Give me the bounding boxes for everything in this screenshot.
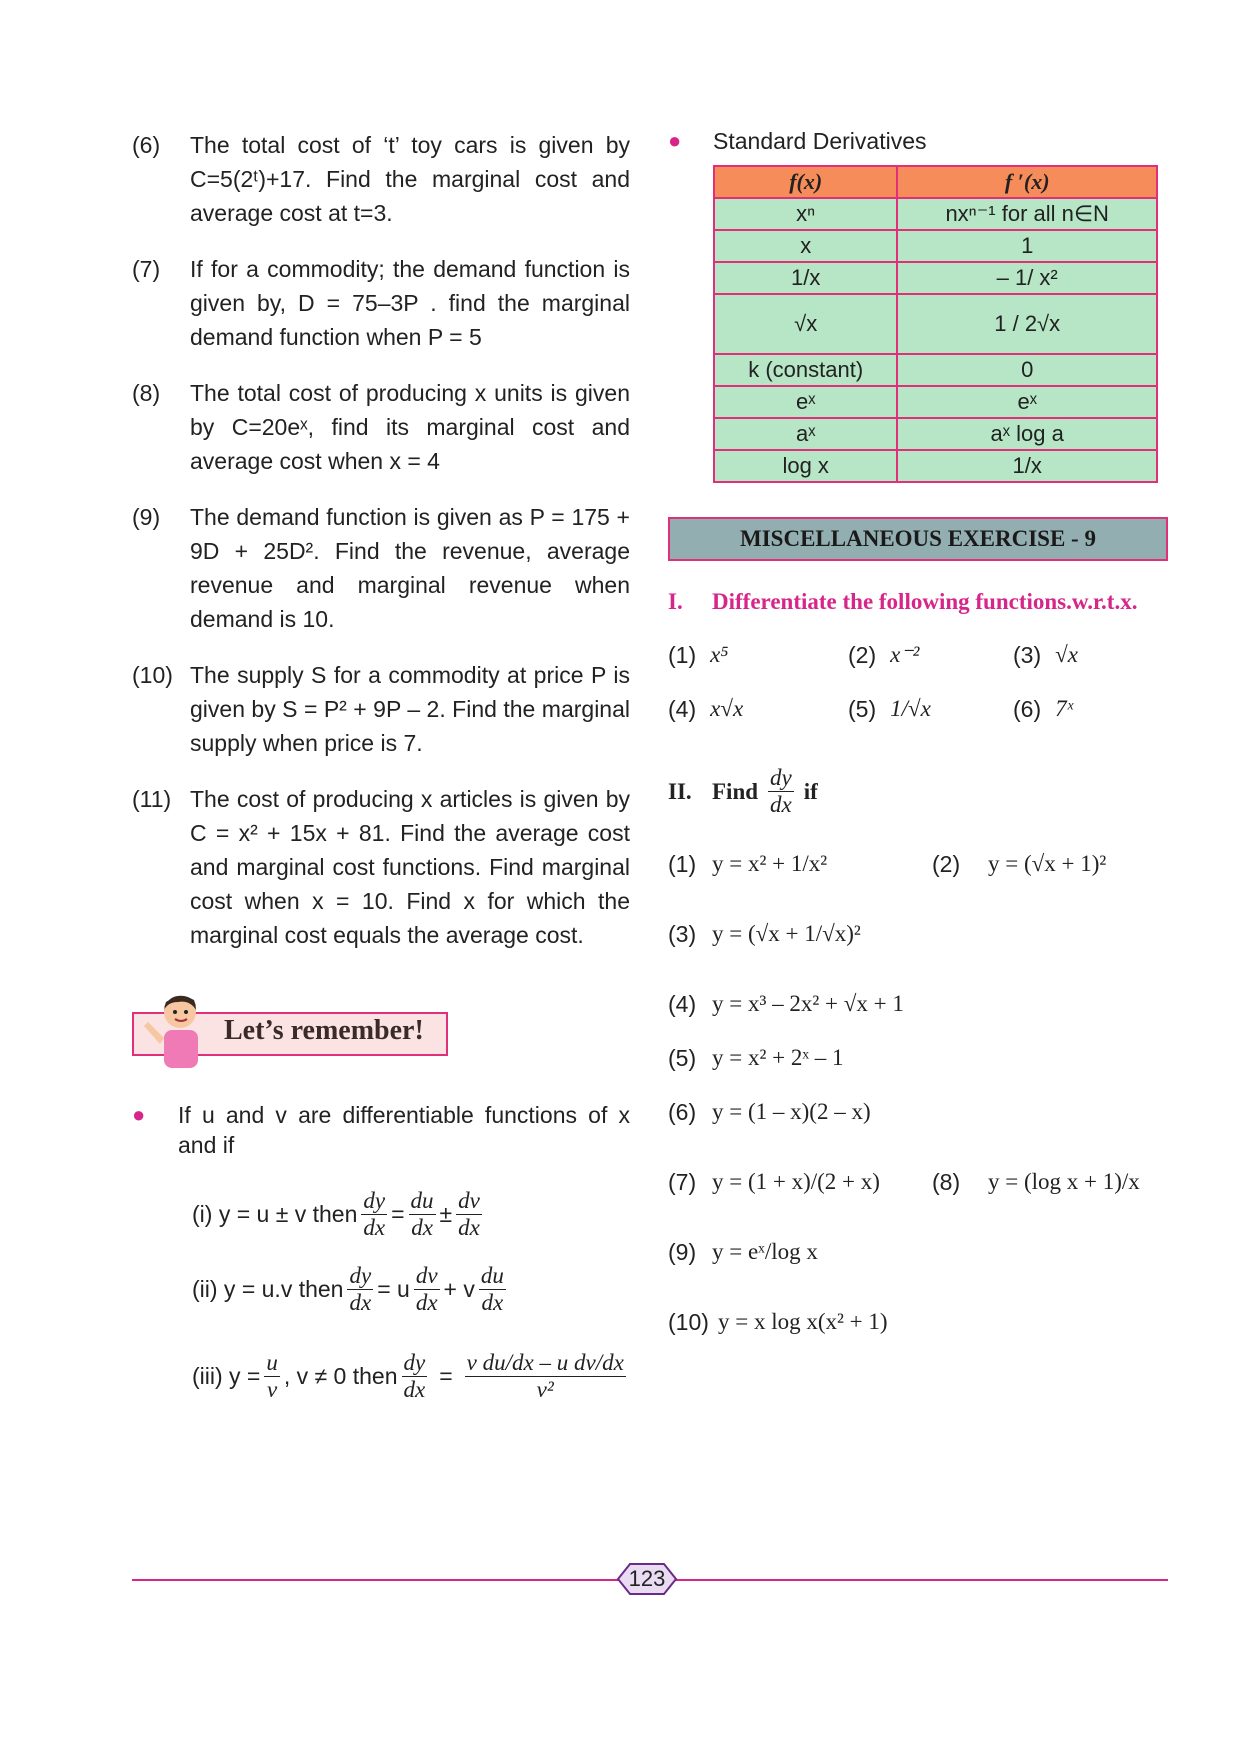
table-cell: xⁿ (714, 198, 897, 230)
derivative-rules (192, 1188, 630, 1403)
question-text: The total cost of producing x units is given by C=20eˣ, find its marginal cost and average cost when x = 4 (190, 380, 630, 474)
list-item: (6) 7ˣ (1013, 695, 1074, 722)
fraction-du-dx: $\frac{du}{dx}$ (410, 1188, 434, 1240)
question-number: (8) (132, 380, 161, 406)
equals-sign: = (439, 1363, 453, 1389)
find-label: Find (712, 778, 759, 804)
pointing-kid-icon (138, 988, 218, 1072)
table-row (714, 294, 1157, 354)
table-cell: 1 / 2√x (897, 294, 1157, 354)
fraction-dy-dx: $\frac{dy}{dx}$ (363, 1188, 386, 1240)
fraction-dv-dx: $\frac{dv}{dx}$ (415, 1263, 438, 1315)
page-number-badge (616, 1562, 678, 1596)
question-text: The total cost of ‘t’ toy cars is given by C=5(2ᵗ)+17. Find the marginal cost and average cost at t=3. (190, 132, 630, 226)
list-item: (1) y = x² + 1/x² (2) y = (√x + 1)² (668, 850, 1107, 877)
table-row (714, 262, 1157, 294)
table-row (714, 450, 1157, 482)
equals-u: = u (377, 1276, 410, 1302)
question-number: (10) (132, 662, 173, 688)
list-item: (3) √x (1013, 641, 1078, 668)
lets-remember-banner (132, 988, 630, 1084)
sum-rule (192, 1188, 630, 1241)
right-column (668, 128, 1168, 1346)
table-row (714, 354, 1157, 386)
section-2-heading (668, 765, 1168, 818)
question-7 (132, 252, 630, 354)
table-cell: 1/x (714, 262, 897, 294)
quotient-fraction: $\frac{\text{v du/dx – u dv/dx}}{\text{v²}}$ (466, 1350, 624, 1402)
product-rule (192, 1263, 630, 1316)
quotient-rule (192, 1350, 630, 1403)
fraction-u-v: $\frac{u}{v}$ (266, 1350, 278, 1402)
fraction-dy-dx: $\frac{dy}{dx}$ (770, 765, 792, 817)
list-item: (10) y = x log x(x² + 1) (668, 1308, 888, 1335)
table-row (714, 386, 1157, 418)
plus-v: + v (443, 1276, 475, 1302)
question-text: The cost of producing x articles is given by C = x² + 15x + 81. Find the average cost and marginal cost functions. Find marginal cost when x = 10. Find x for which the marginal cost equals the average cost. (190, 786, 630, 948)
fraction-du-dx: $\frac{du}{dx}$ (480, 1263, 504, 1315)
bullet-text: If u and v are differentiable functions of x and if (178, 1102, 630, 1158)
rule-prefix: (i) y = u ± v then (192, 1201, 358, 1227)
equals-sign: = (391, 1201, 405, 1227)
list-item: (4) y = x³ – 2x² + √x + 1 (668, 990, 904, 1017)
section-numeral: I. (668, 589, 683, 614)
question-text: The demand function is given as P = 175 + 9D + 25D². Find the revenue, average revenue and marginal revenue when demand is 10. (190, 504, 630, 632)
list-item: (5) 1/√x (848, 695, 931, 722)
footer-rule-left (132, 1579, 620, 1581)
table-row (714, 198, 1157, 230)
list-item: (4) x√x (668, 695, 744, 722)
table-cell: log x (714, 450, 897, 482)
fraction-dy-dx: $\frac{dy}{dx}$ (349, 1263, 372, 1315)
list-item: (3) y = (√x + 1/√x)² (668, 920, 861, 947)
bullet-icon: ● (668, 128, 682, 153)
table-cell: aˣ (714, 418, 897, 450)
rule-prefix: (ii) y = u.v then (192, 1276, 344, 1302)
question-number: (9) (132, 504, 161, 530)
footer-rule-right (674, 1579, 1168, 1581)
header-fx: f(x) (714, 166, 897, 198)
bullet-icon: ● (132, 1102, 146, 1127)
page-number: 123 (628, 1566, 666, 1591)
question-11 (132, 782, 630, 952)
section-1-heading (668, 589, 1168, 615)
remember-title: Let’s remember! (224, 1015, 424, 1046)
table-cell: 1/x (897, 450, 1157, 482)
plus-minus-sign: ± (439, 1201, 453, 1227)
list-item: (9) y = eˣ/log x (668, 1238, 818, 1265)
rule-prefix: (iii) y = (192, 1363, 261, 1389)
list-item: (6) y = (1 – x)(2 – x) (668, 1098, 871, 1125)
table-row (714, 418, 1157, 450)
question-number: (7) (132, 256, 161, 282)
question-number: (6) (132, 132, 161, 158)
section-1-items (668, 635, 1168, 729)
fraction-dy-dx: $\frac{dy}{dx}$ (403, 1350, 426, 1402)
standard-derivatives-heading (668, 128, 1168, 155)
list-item: (5) y = x² + 2ˣ – 1 (668, 1044, 844, 1071)
list-item: (1) x⁵ (668, 641, 729, 668)
question-10 (132, 658, 630, 760)
header-fprime: f ′(x) (897, 166, 1157, 198)
standard-derivatives-title: Standard Derivatives (713, 128, 927, 154)
bullet-intro (132, 1100, 630, 1160)
section-title: Differentiate the following functions.w.r.t.x. (712, 589, 1138, 614)
table-cell: √x (714, 294, 897, 354)
question-number: (11) (132, 786, 172, 812)
list-item: (2) x⁻² (848, 641, 920, 668)
table-cell: eˣ (714, 386, 897, 418)
standard-derivatives-table (713, 165, 1158, 483)
table-row (714, 230, 1157, 262)
table-cell: 1 (897, 230, 1157, 262)
table-cell: eˣ (897, 386, 1157, 418)
table-cell: x (714, 230, 897, 262)
question-text: If for a commodity; the demand function is given by, D = 75–3P . find the marginal demand function when P = 5 (190, 256, 630, 350)
question-6 (132, 128, 630, 230)
table-cell: nxⁿ⁻¹ for all n∈N (897, 198, 1157, 230)
left-column (132, 128, 630, 1425)
if-label: if (803, 778, 818, 804)
rule-condition: , v ≠ 0 then (283, 1363, 398, 1389)
table-cell: k (constant) (714, 354, 897, 386)
table-cell: aˣ log a (897, 418, 1157, 450)
table-cell: 0 (897, 354, 1157, 386)
list-item: (7) y = (1 + x)/(2 + x) (8) y = (log x + 1)/x (668, 1168, 1140, 1195)
question-8 (132, 376, 630, 478)
question-9 (132, 500, 630, 636)
table-header-row (714, 166, 1157, 198)
fraction-dv-dx: $\frac{dv}{dx}$ (458, 1188, 480, 1240)
section-numeral: II. (668, 778, 692, 804)
question-text: The supply S for a commodity at price P is given by S = P² + 9P – 2. Find the marginal supply when price is 7. (190, 662, 630, 756)
table-cell: – 1/ x² (897, 262, 1157, 294)
misc-exercise-heading: MISCELLANEOUS EXERCISE - 9 (668, 517, 1168, 561)
